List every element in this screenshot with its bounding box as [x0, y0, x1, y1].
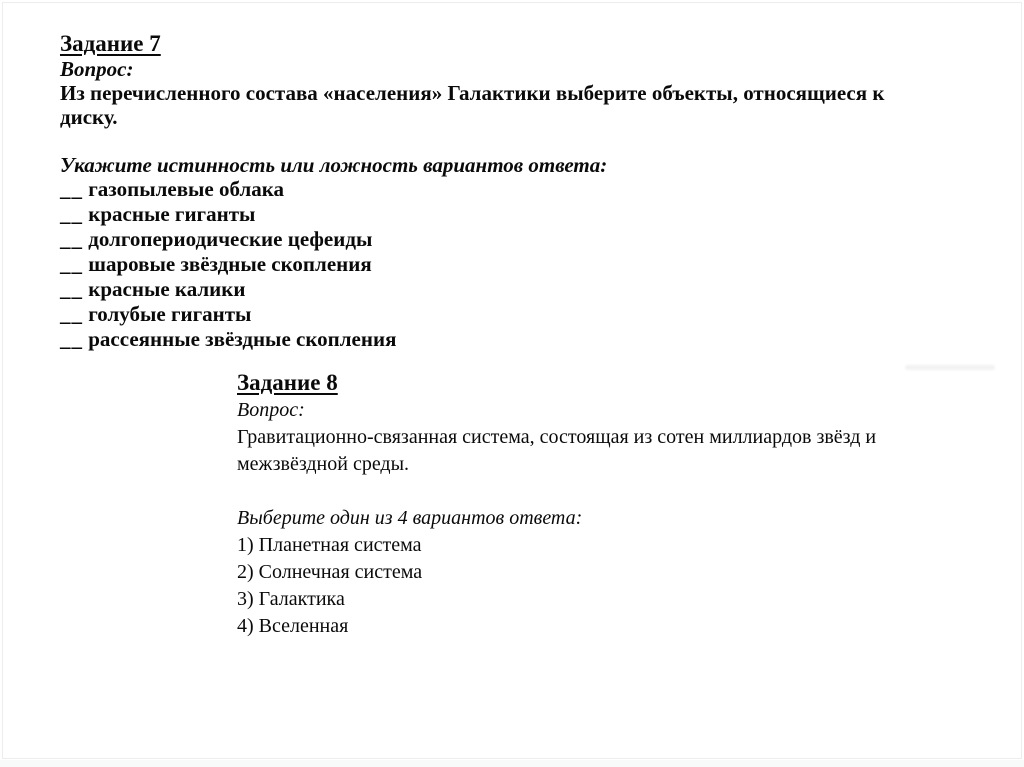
task-7-answer-list	[60, 177, 884, 352]
task-8-instruction: Выберите один из 4 вариантов ответа:	[237, 507, 583, 529]
answer-item-label: красные гиганты	[88, 202, 256, 226]
task-8	[237, 369, 876, 640]
task-7	[60, 31, 884, 352]
answer-item	[60, 202, 884, 227]
task-7-question-line: диску.	[60, 105, 118, 129]
answer-item-label: долгопериодические цефеиды	[88, 227, 373, 251]
answer-blank: __	[60, 202, 83, 226]
task-8-question-line: межзвёздной среды.	[237, 453, 410, 475]
blank-line	[237, 478, 876, 505]
option-item: 2) Солнечная система	[237, 561, 423, 583]
option-item: 4) Вселенная	[237, 615, 349, 637]
option-item: 3) Галактика	[237, 588, 345, 610]
answer-item	[60, 277, 884, 302]
page-bottom-margin	[0, 760, 1024, 767]
answer-item	[60, 177, 884, 202]
answer-blank: __	[60, 252, 83, 276]
blank-line	[60, 129, 884, 153]
answer-item-label: голубые гиганты	[88, 302, 252, 326]
artifact-smudge	[905, 365, 995, 370]
task-8-option-list	[237, 532, 876, 640]
option-item: 1) Планетная система	[237, 534, 422, 556]
answer-blank: __	[60, 277, 83, 301]
answer-item	[60, 327, 884, 352]
answer-item-label: газопылевые облака	[88, 177, 285, 201]
answer-item	[60, 252, 884, 277]
task-7-title: Задание 7	[60, 31, 161, 56]
answer-blank: __	[60, 177, 83, 201]
task-7-question-line: Из перечисленного состава «населения» Галактики выберите объекты, относящиеся к	[60, 81, 885, 105]
answer-item-label: рассеянные звёздные скопления	[88, 327, 397, 351]
answer-item	[60, 302, 884, 327]
answer-blank: __	[60, 327, 83, 351]
answer-blank: __	[60, 302, 83, 326]
task-8-title: Задание 8	[237, 370, 338, 395]
task-8-question-label: Вопрос:	[237, 399, 305, 421]
answer-item	[60, 227, 884, 252]
answer-item-label: шаровые звёздные скопления	[88, 252, 372, 276]
task-7-question-label: Вопрос:	[60, 57, 134, 81]
task-8-question-line: Гравитационно-связанная система, состоящая из сотен миллиардов звёзд и	[237, 426, 877, 448]
answer-blank: __	[60, 227, 83, 251]
task-7-instruction: Укажите истинность или ложность вариантов ответа:	[60, 153, 608, 177]
answer-item-label: красные калики	[88, 277, 246, 301]
